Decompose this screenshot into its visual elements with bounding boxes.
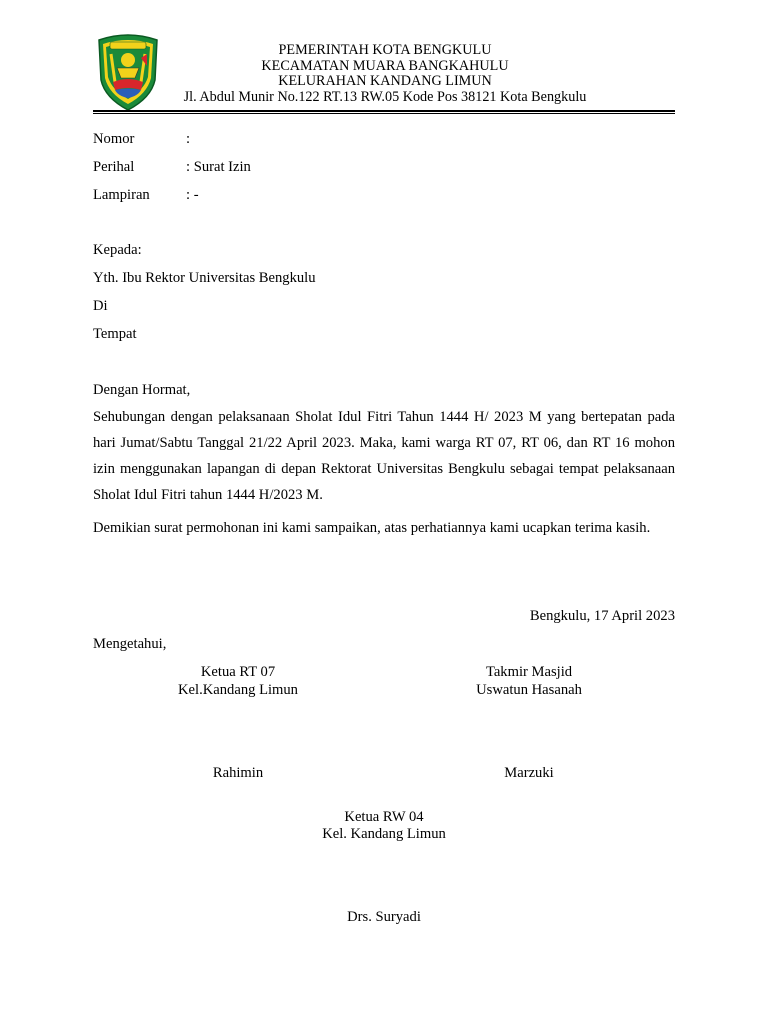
greeting: Dengan Hormat,	[93, 382, 191, 398]
center-signatory-subtitle: Kel. Kandang Limun	[322, 826, 446, 842]
nomor-value: :	[186, 131, 191, 147]
body-paragraph-1: Sehubungan dengan pelaksanaan Sholat Idul Fitri Tahun 1444 H/ 2023 M yang bertepatan pada hari Jumat/Sabtu Tanggal 21/22 April 2023. Maka, kami warga RT 07, RT 06, dan RT 16 mohon izin menggunakan lapangan di depan Rektorat Universitas Bengkulu sebagai tempat pelaksanaan Sholat Idul Fitri tahun 1444 H/2023 M.	[93, 409, 675, 503]
nomor-label: Nomor	[93, 131, 135, 147]
right-signatory-title: Takmir Masjid	[485, 664, 573, 680]
letterhead-district: KECAMATAN MUARA BANGKAHULU	[261, 57, 509, 74]
lampiran-value: : -	[186, 187, 199, 203]
left-signatory-name: Rahimin	[212, 765, 264, 781]
right-signatory-name: Marzuki	[504, 765, 554, 781]
place-date: Bengkulu, 17 April 2023	[529, 608, 675, 624]
letterhead-rule-thick	[93, 110, 675, 112]
recipient-kepada: Kepada:	[93, 242, 142, 258]
body-paragraph-2: Demikian surat permohonan ini kami sampaikan, atas perhatiannya kami ucapkan terima kasih.	[93, 520, 651, 536]
letterhead	[150, 43, 620, 105]
left-signatory-title: Ketua RT 07	[200, 664, 276, 680]
perihal-label: Perihal	[93, 159, 135, 175]
letterhead-address: Jl. Abdul Munir No.122 RT.13 RW.05 Kode Pos 38121 Kota Bengkulu	[183, 88, 587, 105]
left-signatory-subtitle: Kel.Kandang Limun	[178, 682, 298, 698]
center-signatory-title: Ketua RW 04	[344, 809, 424, 825]
letterhead-subdistrict: KELURAHAN KANDANG LIMUN	[278, 73, 492, 90]
letterhead-rule-thin	[93, 113, 675, 114]
recipient-tempat: Tempat	[93, 326, 137, 342]
recipient-di: Di	[93, 298, 108, 314]
center-signatory-name: Drs. Suryadi	[347, 909, 421, 925]
right-signatory-subtitle: Uswatun Hasanah	[476, 682, 582, 698]
lampiran-label: Lampiran	[93, 187, 150, 203]
recipient-name: Yth. Ibu Rektor Universitas Bengkulu	[93, 270, 316, 286]
perihal-value: : Surat Izin	[186, 159, 251, 175]
letterhead-government: PEMERINTAH KOTA BENGKULU	[278, 42, 492, 58]
mengetahui: Mengetahui,	[93, 636, 167, 652]
